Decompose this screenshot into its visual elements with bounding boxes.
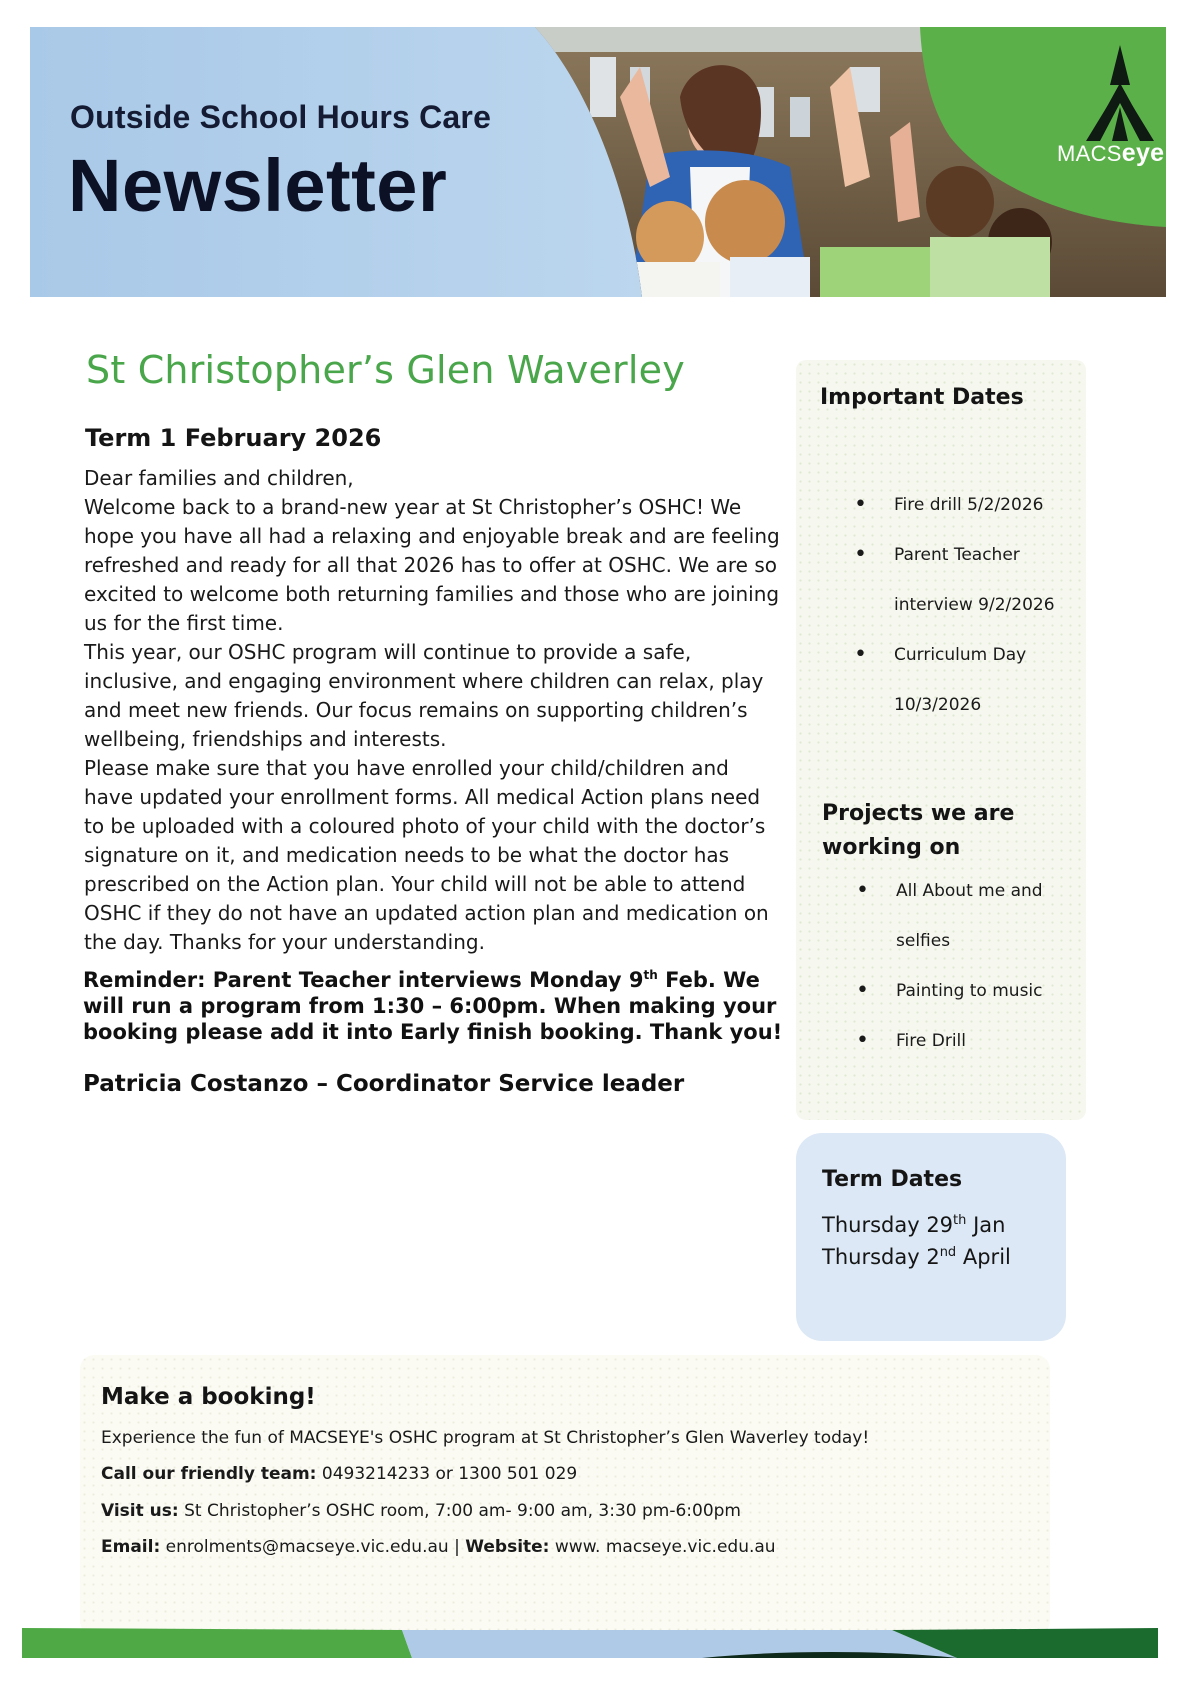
bullet-icon: • — [854, 642, 867, 667]
projects-list — [856, 866, 1086, 1066]
logo-wordmark: MACSeye — [1057, 139, 1165, 167]
footer-stripe — [22, 1624, 1158, 1660]
bullet-icon: • — [856, 1028, 869, 1053]
term-end-date: Thursday 2nd April — [822, 1245, 1011, 1269]
booking-contact: Email: enrolments@macseye.vic.edu.au | Website: www. macseye.vic.edu.au — [101, 1537, 776, 1557]
booking-address: Visit us: St Christopher’s OSHC room, 7:00 am- 9:00 am, 3:30 pm-6:00pm — [101, 1501, 741, 1521]
reminder: Reminder: Parent Teacher interviews Monday 9th Feb. We will run a program from 1:30 – 6:00pm. When making your booking please add it into Early finish booking. Thank you! — [83, 968, 783, 1044]
school-name: St Christopher’s Glen Waverley — [86, 348, 685, 392]
term-dates-heading: Term Dates — [822, 1167, 963, 1192]
important-dates-heading: Important Dates — [820, 385, 1024, 410]
term-dates-box — [796, 1133, 1066, 1341]
header-banner — [30, 27, 1166, 297]
bullet-icon: • — [854, 492, 867, 517]
banner-title: Newsletter — [68, 144, 448, 227]
greeting: Dear families and children, — [84, 466, 354, 490]
important-dates-list — [854, 480, 1084, 730]
list-item: • Parent Teacher interview 9/2/2026 — [854, 530, 1084, 630]
website-link[interactable]: www. macseye.vic.edu.au — [549, 1537, 776, 1557]
reminder-label: Reminder: — [83, 968, 206, 992]
bullet-icon: • — [854, 542, 867, 567]
term-start-date: Thursday 29th Jan — [822, 1213, 1006, 1237]
projects-heading: Projects we are working on — [822, 801, 1015, 860]
paragraph-enrolment: Please make sure that you have enrolled your child/children and have updated your enrollment forms. All medical Action plans need to be uploaded with a coloured photo of your child with the doctor’s signature on it, and medication needs to be what the doctor has prescribed on the Action plan. Your child will not be able to attend OSHC if they do not have an updated action plan and medication on the day. Thanks for your understanding. — [84, 756, 769, 954]
list-item: • All About me and selfies — [856, 866, 1086, 966]
signoff: Patricia Costanzo – Coordinator Service leader — [83, 1071, 685, 1097]
email-link[interactable]: enrolments@macseye.vic.edu.au — [160, 1537, 449, 1557]
list-item: • Curriculum Day 10/3/2026 — [854, 630, 1084, 730]
bullet-icon: • — [856, 978, 869, 1003]
bullet-icon: • — [856, 878, 869, 903]
booking-title: Make a booking! — [101, 1384, 316, 1410]
booking-phone: Call our friendly team: 0493214233 or 1300 501 029 — [101, 1464, 578, 1484]
paragraph-program: This year, our OSHC program will continue to provide a safe, inclusive, and engaging environment where children can relax, play and meet new friends. Our focus remains on supporting children’s wellbeing, friendships and interests. — [84, 640, 764, 751]
term-heading: Term 1 February 2026 — [85, 424, 382, 452]
newsletter-body — [84, 464, 784, 957]
list-item: • Fire drill 5/2/2026 — [854, 480, 1084, 530]
list-item: • Painting to music — [856, 966, 1086, 1016]
paragraph-welcome: Welcome back to a brand-new year at St Christopher’s OSHC! We hope you have all had a relaxing and enjoyable break and are feeling refreshed and ready for all that 2026 has to offer at OSHC. We are so excited to welcome both returning families and those who are joining us for the first time. — [84, 495, 780, 635]
list-item: • Fire Drill — [856, 1016, 1086, 1066]
banner-subtitle: Outside School Hours Care — [70, 99, 492, 135]
booking-intro: Experience the fun of MACSEYE's OSHC program at St Christopher’s Glen Waverley today! — [101, 1428, 870, 1448]
